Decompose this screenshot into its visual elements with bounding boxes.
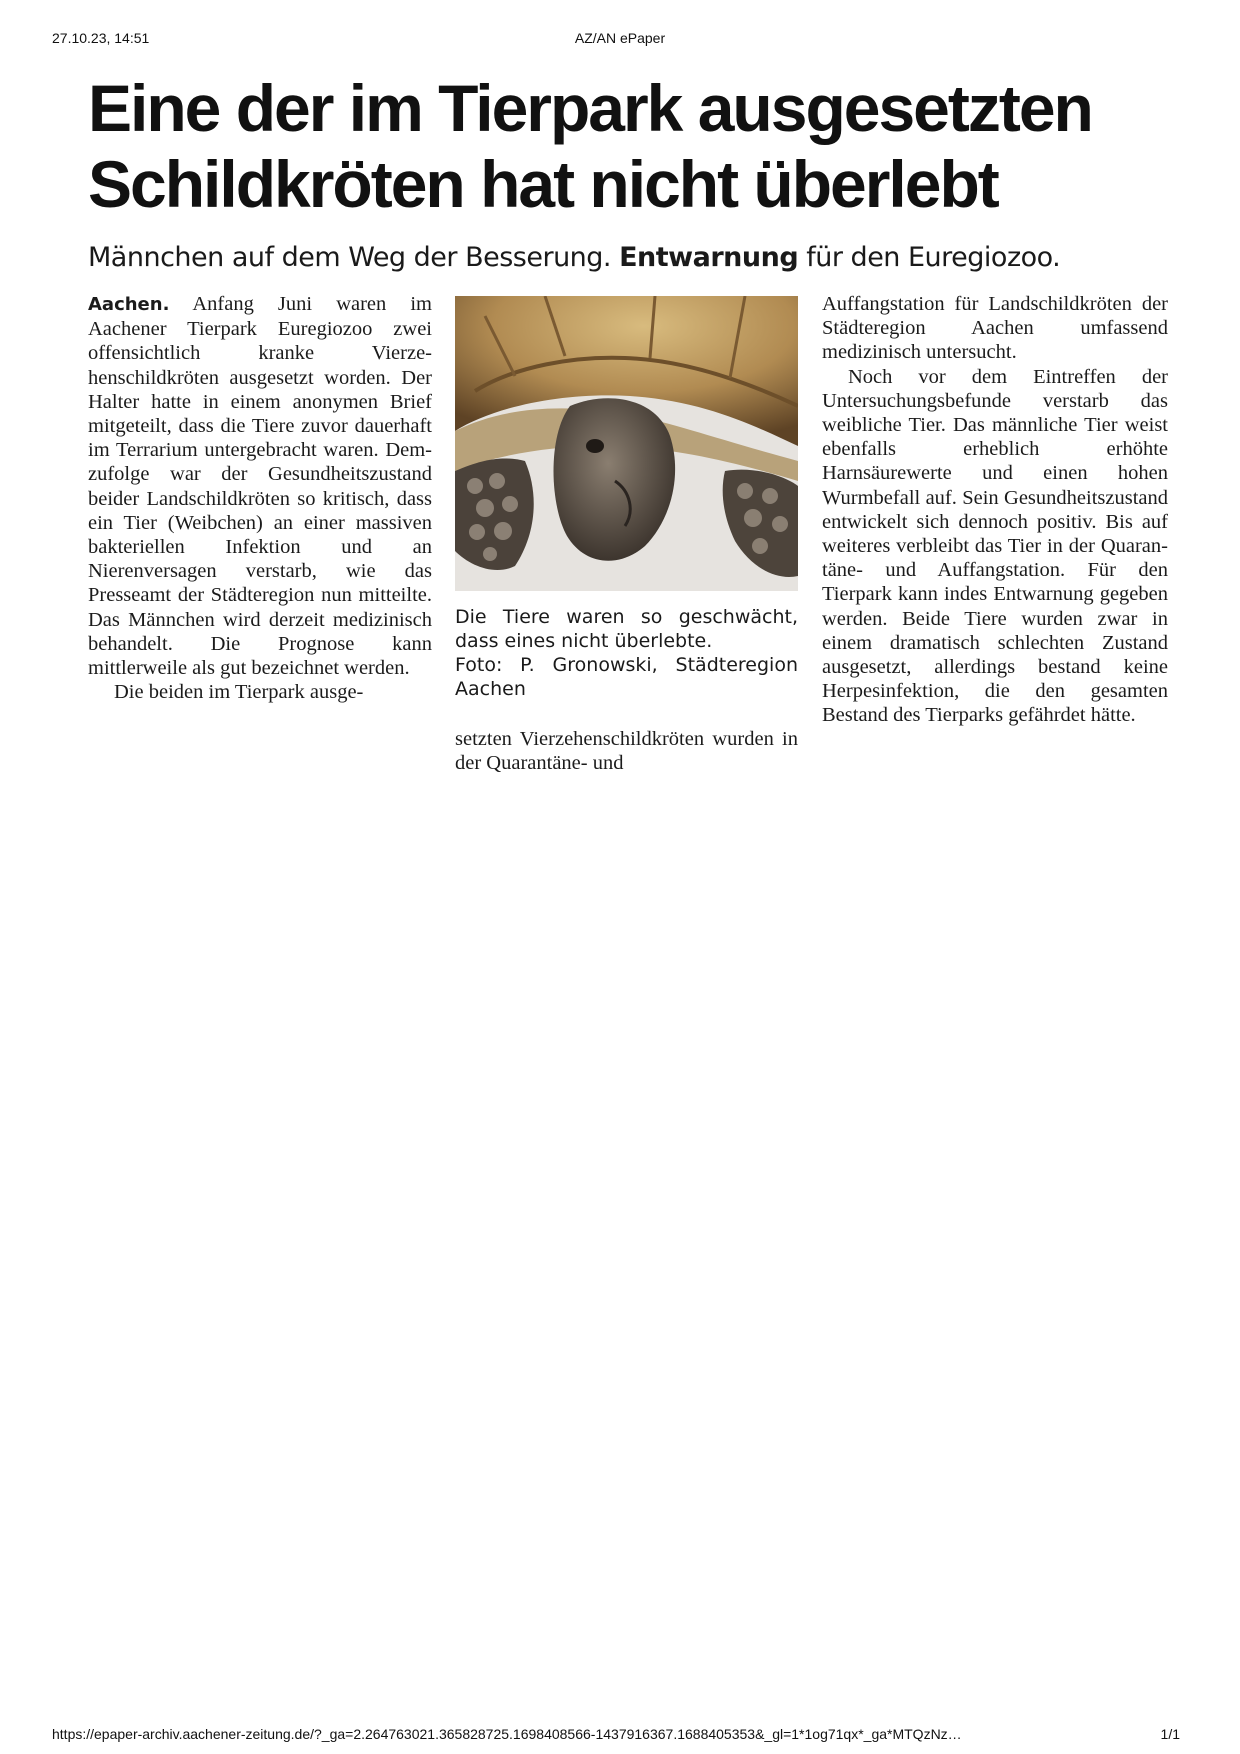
column-3-paragraph-1: Auffangstation für Landschildkröten der Städteregion Aachen umfassend medizinisch untersucht. xyxy=(822,293,1168,364)
tortoise-photo xyxy=(455,296,798,591)
article-column-3 xyxy=(822,292,1168,728)
photo-credit: Foto: P. Gronowski, Städteregion Aachen xyxy=(455,654,798,700)
dateline: Aachen. xyxy=(88,294,170,315)
article-subheadline xyxy=(88,240,1168,276)
column-1-paragraph-2: Die beiden im Tierpark ausge- xyxy=(114,681,364,704)
tortoise-illustration xyxy=(455,296,798,591)
subhead-part-1: Männchen auf dem Weg der Besserung. xyxy=(88,242,612,273)
headline-line-1: Eine der im Tierpark ausgesetzten xyxy=(88,71,1092,145)
headline-line-2: Schildkröten hat nicht überlebt xyxy=(88,147,998,221)
column-1-paragraph-1 xyxy=(88,292,432,680)
subhead-bold: Entwarnung xyxy=(619,242,799,273)
subhead-part-2: für den Euregiozoo. xyxy=(806,242,1061,273)
photo-caption: Die Tiere waren so geschwächt, dass eines nicht überlebte. xyxy=(455,606,798,652)
print-url: https://epaper-archiv.aachener-zeitung.de/?_ga=2.264763021.365828725.1698408566-1437916367.1688405353&_gl=1*1og71qx*_ga*MTQzNz… xyxy=(52,1726,962,1742)
print-title: AZ/AN ePaper xyxy=(574,30,666,46)
column-3-paragraph-2: Noch vor dem Eintreffen der Untersuchungsbefunde verstarb das weibliche Tier. Das männliche Tier weist ebenfalls erheblich erhöhte Harnsäurewerte und einen hohen Wurmbefall auf. Sein Gesundheitszustand entwickelt sich dennoch positiv. Bis auf weiteres verbleibt das Tier in der Quarantäne- und Auffangstation. Für den Tierpark kann indes Entwarnung gegeben werden. Beide Tiere wurden zwar in einem dramatisch schlechten Zustand ausgesetzt, allerdings bestand keine Herpesinfektion, die den gesamten Bestand des Tierparks gefährdet hätte. xyxy=(822,365,1168,727)
article-column-2 xyxy=(455,727,798,775)
tortoise-eye xyxy=(586,439,604,453)
article-headline xyxy=(88,70,1168,222)
photo-caption-block xyxy=(455,605,798,701)
print-date: 27.10.23, 14:51 xyxy=(52,30,150,46)
column-1-text-1: Anfang Juni waren im Aachener Tierpark Euregiozoo zwei offensichtlich kranke Vierzehenschildkröten ausgesetzt worden. Der Halter hatte in einem anonymen Brief mitgeteilt, dass die Tiere zuvor dauerhaft im Terrarium untergebracht waren. Demzufolge war der Gesundheitszustand beider Landschildkröten so kritisch, dass ein Tier (Weibchen) an einer massiven bakteriellen Infektion und an Nierenversagen verstarb, wie das Presseamt der Städteregion nun mitteilte. Das Männchen wird derzeit medizinisch behandelt. Die Prognose kann mittlerweile als gut bezeichnet werden. xyxy=(88,293,432,680)
column-2-paragraph-1: setzten Vierzehenschildkröten wurden in der Quarantäne- und xyxy=(455,728,798,775)
print-page-number: 1/1 xyxy=(1160,1726,1180,1742)
article-column-1 xyxy=(88,292,432,704)
